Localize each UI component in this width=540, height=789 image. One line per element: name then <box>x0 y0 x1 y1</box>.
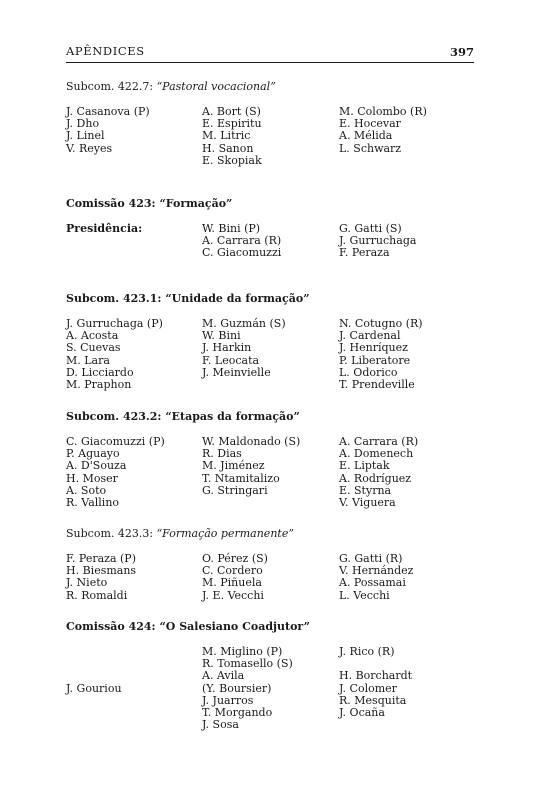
section-subcom-422-7 <box>66 80 476 167</box>
member-name: J. E. Vecchi <box>202 588 264 602</box>
member-name: M. Litric <box>202 129 251 143</box>
member-name: P. Aguayo <box>66 447 120 461</box>
member-name: J. Gurruchaga <box>339 234 417 248</box>
member-name: H. Moser <box>66 471 118 485</box>
member-column-1 <box>66 553 136 602</box>
member-column-2 <box>202 318 286 379</box>
member-name: E. Hocevar <box>339 117 401 131</box>
member-name: R. Vallino <box>66 495 120 509</box>
member-name: T. Ntamitalizo <box>202 471 280 485</box>
member-name: R. Tomasello (S) <box>202 657 293 671</box>
section-subcom-423-3 <box>66 527 476 602</box>
member-name: E. Styrna <box>339 483 392 497</box>
member-name: N. Cotugno (R) <box>339 317 423 330</box>
member-name: A. Carrara (R) <box>202 234 282 248</box>
member-name: H. Biesmans <box>66 564 137 578</box>
member-name: R. Romaldi <box>66 588 128 602</box>
member-name: (Y. Boursier) <box>202 681 272 695</box>
section-title <box>66 80 476 94</box>
section-title-prefix: Subcom. 422.7: <box>66 80 157 93</box>
section-title-name: “Formação” <box>159 197 233 210</box>
member-name: R. Mesquita <box>339 693 407 707</box>
member-column-3 <box>339 318 423 391</box>
member-name: T. Morgando <box>202 705 273 719</box>
section-title <box>66 620 476 634</box>
presidency-label: Presidência: <box>66 222 143 235</box>
member-name: J. Rico (R) <box>339 645 395 658</box>
member-name: J. Dho <box>66 117 100 131</box>
member-name: W. Bini <box>202 329 241 343</box>
member-name: D. Licciardo <box>66 365 134 379</box>
member-column-3 <box>339 106 427 155</box>
member-column-3 <box>339 223 416 260</box>
member-column-2 <box>202 646 293 731</box>
member-name: M. Lara <box>66 353 110 367</box>
member-column-1 <box>66 106 150 155</box>
section-subcom-423-1 <box>66 292 476 391</box>
member-name: J. Nieto <box>66 576 108 590</box>
member-name: A. Acosta <box>66 329 119 343</box>
member-name: J. Casanova (P) <box>66 105 150 118</box>
member-name: M. Praphon <box>66 377 132 391</box>
member-name: C. Giacomuzzi <box>202 246 282 260</box>
member-name: A. Soto <box>66 483 107 497</box>
member-name: E. Liptak <box>339 459 390 473</box>
running-head: APÊNDICES <box>66 44 145 58</box>
member-name: V. Reyes <box>66 141 113 155</box>
section-title-prefix: Comissão 424: <box>66 620 160 633</box>
page-number: 397 <box>449 45 474 59</box>
section-title-name: “Etapas da formação” <box>165 410 300 423</box>
member-name: H. Borchardt <box>339 669 413 683</box>
member-name: J. Meinvielle <box>202 365 271 379</box>
member-name: V. Hernández <box>339 564 414 578</box>
member-name: M. Colombo (R) <box>339 105 427 118</box>
member-name: L. Odorico <box>339 365 398 379</box>
member-column-2 <box>202 223 281 260</box>
member-name: A. Carrara (R) <box>339 435 419 448</box>
member-column-1 <box>66 436 165 509</box>
member-column-2 <box>202 106 262 167</box>
section-title <box>66 197 476 211</box>
member-name: G. Stringari <box>202 483 268 497</box>
member-name: W. Bini (P) <box>202 222 261 235</box>
member-name <box>66 670 122 682</box>
member-name: L. Vecchi <box>339 588 390 602</box>
member-column-1 <box>66 318 163 391</box>
member-name: A. D'Souza <box>66 459 127 473</box>
member-name: F. Leocata <box>202 353 260 367</box>
member-name: F. Peraza <box>339 246 390 260</box>
member-name: P. Liberatore <box>339 353 411 367</box>
section-title-name: “Pastoral vocacional” <box>156 80 276 93</box>
member-column-1 <box>66 223 142 235</box>
member-name: J. Juarros <box>202 693 254 707</box>
section-subcom-423-2 <box>66 410 476 509</box>
section-comissao-424 <box>66 620 476 732</box>
member-name: L. Schwarz <box>339 141 402 155</box>
section-title-name: “Unidade da formação” <box>165 292 310 305</box>
member-name: A. Rodríguez <box>339 471 412 485</box>
section-title-prefix: Subcom. 423.1: <box>66 292 166 305</box>
member-name: O. Pérez (S) <box>202 552 268 565</box>
member-name: C. Giacomuzzi (P) <box>66 435 165 448</box>
member-name: J. Sosa <box>202 718 239 732</box>
section-comissao-423 <box>66 197 476 260</box>
member-name: J. Linel <box>66 129 105 143</box>
member-name: J. Ocaña <box>339 705 385 719</box>
member-name: T. Prendeville <box>339 377 415 391</box>
member-name: S. Cuevas <box>66 341 121 355</box>
section-title-prefix: Subcom. 423.2: <box>66 410 166 423</box>
member-name: M. Jiménez <box>202 459 265 473</box>
member-name: J. Gurruchaga (P) <box>66 317 163 330</box>
member-name: A. Domenech <box>339 447 414 461</box>
section-title <box>66 527 476 541</box>
member-column-3 <box>339 436 418 509</box>
member-name: J. Harkin <box>202 341 252 355</box>
member-name: C. Cordero <box>202 564 263 578</box>
section-title-prefix: Comissão 423: <box>66 197 160 210</box>
section-title-prefix: Subcom. 423.3: <box>66 527 157 540</box>
member-name: A. Avila <box>202 669 245 683</box>
member-name: W. Maldonado (S) <box>202 435 301 448</box>
member-column-2 <box>202 436 300 497</box>
member-name: J. Cardenal <box>339 329 401 343</box>
member-column-3 <box>339 553 413 602</box>
section-title-name: “Formação permanente” <box>156 527 294 540</box>
member-name: A. Bort (S) <box>202 105 261 118</box>
page-header <box>66 44 474 63</box>
member-name: A. Possamai <box>339 576 406 590</box>
member-name: J. Henríquez <box>339 341 408 355</box>
member-name: R. Dias <box>202 447 242 461</box>
member-column-1 <box>66 646 122 695</box>
member-name: A. Mélida <box>339 129 393 143</box>
member-name: E. Skopiak <box>202 153 262 167</box>
member-name: G. Gatti (R) <box>339 552 403 565</box>
member-column-3 <box>339 646 412 719</box>
member-name <box>66 646 122 658</box>
member-name: J. Colomer <box>339 681 397 695</box>
member-name: G. Gatti (S) <box>339 222 402 235</box>
member-name: V. Viguera <box>339 495 396 509</box>
member-name: H. Sanon <box>202 141 254 155</box>
section-title <box>66 410 476 424</box>
member-name <box>66 658 122 670</box>
member-name: M. Miglino (P) <box>202 645 283 658</box>
member-name: M. Piñuela <box>202 576 262 590</box>
member-column-2 <box>202 553 268 602</box>
member-name: M. Guzmán (S) <box>202 317 286 330</box>
member-name: J. Gouriou <box>66 681 122 695</box>
member-name: F. Peraza (P) <box>66 552 136 565</box>
section-title-name: “O Salesiano Coadjutor” <box>159 620 310 633</box>
section-title <box>66 292 476 306</box>
member-name: E. Espiritu <box>202 117 262 131</box>
